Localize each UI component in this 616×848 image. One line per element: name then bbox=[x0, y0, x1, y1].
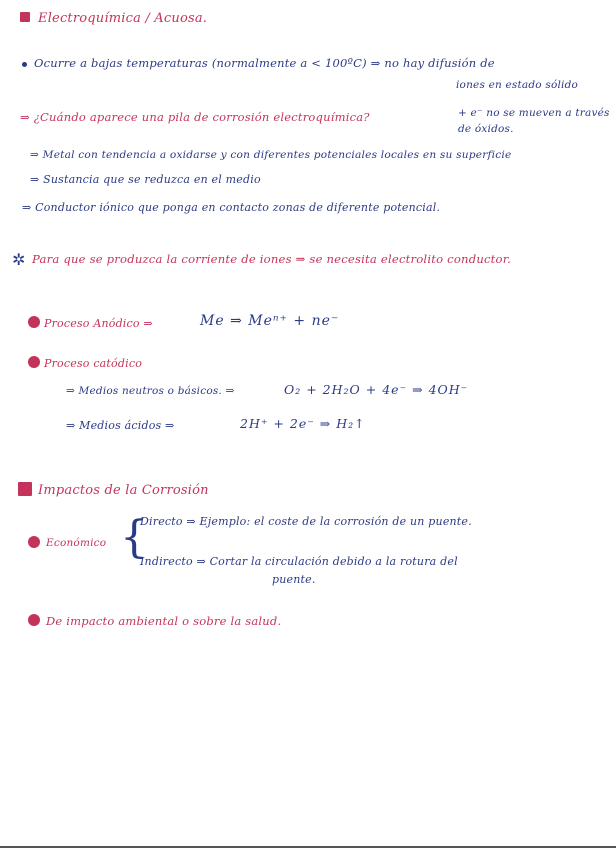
economic-indirect-a: Indirecto ⇒ Cortar la circulación debido a la rotura del bbox=[140, 555, 458, 568]
asterisk-icon: ✲ bbox=[12, 250, 26, 269]
brace-icon: { bbox=[120, 512, 148, 563]
section-square-icon bbox=[18, 482, 32, 496]
question-note-a: + e⁻ no se mueven a través bbox=[458, 107, 610, 119]
economic-indirect-b: puente. bbox=[272, 573, 316, 586]
question-line: ⇒ ¿Cuándo aparece una pila de corrosión electroquímica? bbox=[20, 110, 370, 124]
cathodic-case1-label: ⇒ Medios neutros o básicos. ⇒ bbox=[66, 385, 235, 397]
cathodic-label: Proceso catódico bbox=[44, 357, 143, 370]
bullet1-line-b: iones en estado sólido bbox=[456, 79, 579, 91]
environment-label: De impacto ambiental o sobre la salud. bbox=[46, 614, 282, 628]
question-note-b: de óxidos. bbox=[458, 123, 514, 135]
section1-title: Electroquímica / Acuosa. bbox=[38, 11, 208, 26]
cathodic-case2-label: ⇒ Medios ácidos ⇒ bbox=[66, 419, 175, 432]
section2-line: Para que se produzca la corriente de iones ⇒ se necesita electrolito conductor. bbox=[32, 252, 512, 266]
anodic-circle-icon bbox=[28, 316, 40, 328]
cathodic-case2-equation: 2H⁺ + 2e⁻ ⇒ H₂↑ bbox=[240, 416, 366, 431]
environment-circle-icon bbox=[28, 614, 40, 626]
economic-circle-icon bbox=[28, 536, 40, 548]
section-square-icon bbox=[20, 12, 30, 22]
anodic-label: Proceso Anódico ⇒ bbox=[44, 317, 153, 330]
condition-item-2: ⇒ Sustancia que se reduzca en el medio bbox=[30, 173, 261, 186]
economic-label: Económico bbox=[46, 537, 107, 549]
cathodic-circle-icon bbox=[28, 356, 40, 368]
condition-item-1: ⇒ Metal con tendencia a oxidarse y con diferentes potenciales locales en su superficie bbox=[30, 149, 512, 161]
bullet-dot-icon bbox=[22, 62, 27, 67]
bullet1-line-a: Ocurre a bajas temperaturas (normalmente a < 100ºC) ⇒ no hay difusión de bbox=[34, 56, 495, 70]
condition-item-3: ⇒ Conductor iónico que ponga en contacto zonas de diferente potencial. bbox=[22, 201, 441, 214]
anodic-equation: Me ⇒ Meⁿ⁺ + ne⁻ bbox=[200, 313, 340, 329]
cathodic-case1-equation: O₂ + 2H₂O + 4e⁻ ⇒ 4OH⁻ bbox=[284, 382, 469, 397]
economic-direct: Directo ⇒ Ejemplo: el coste de la corrosión de un puente. bbox=[140, 515, 472, 528]
section3-title: Impactos de la Corrosión bbox=[38, 483, 209, 498]
